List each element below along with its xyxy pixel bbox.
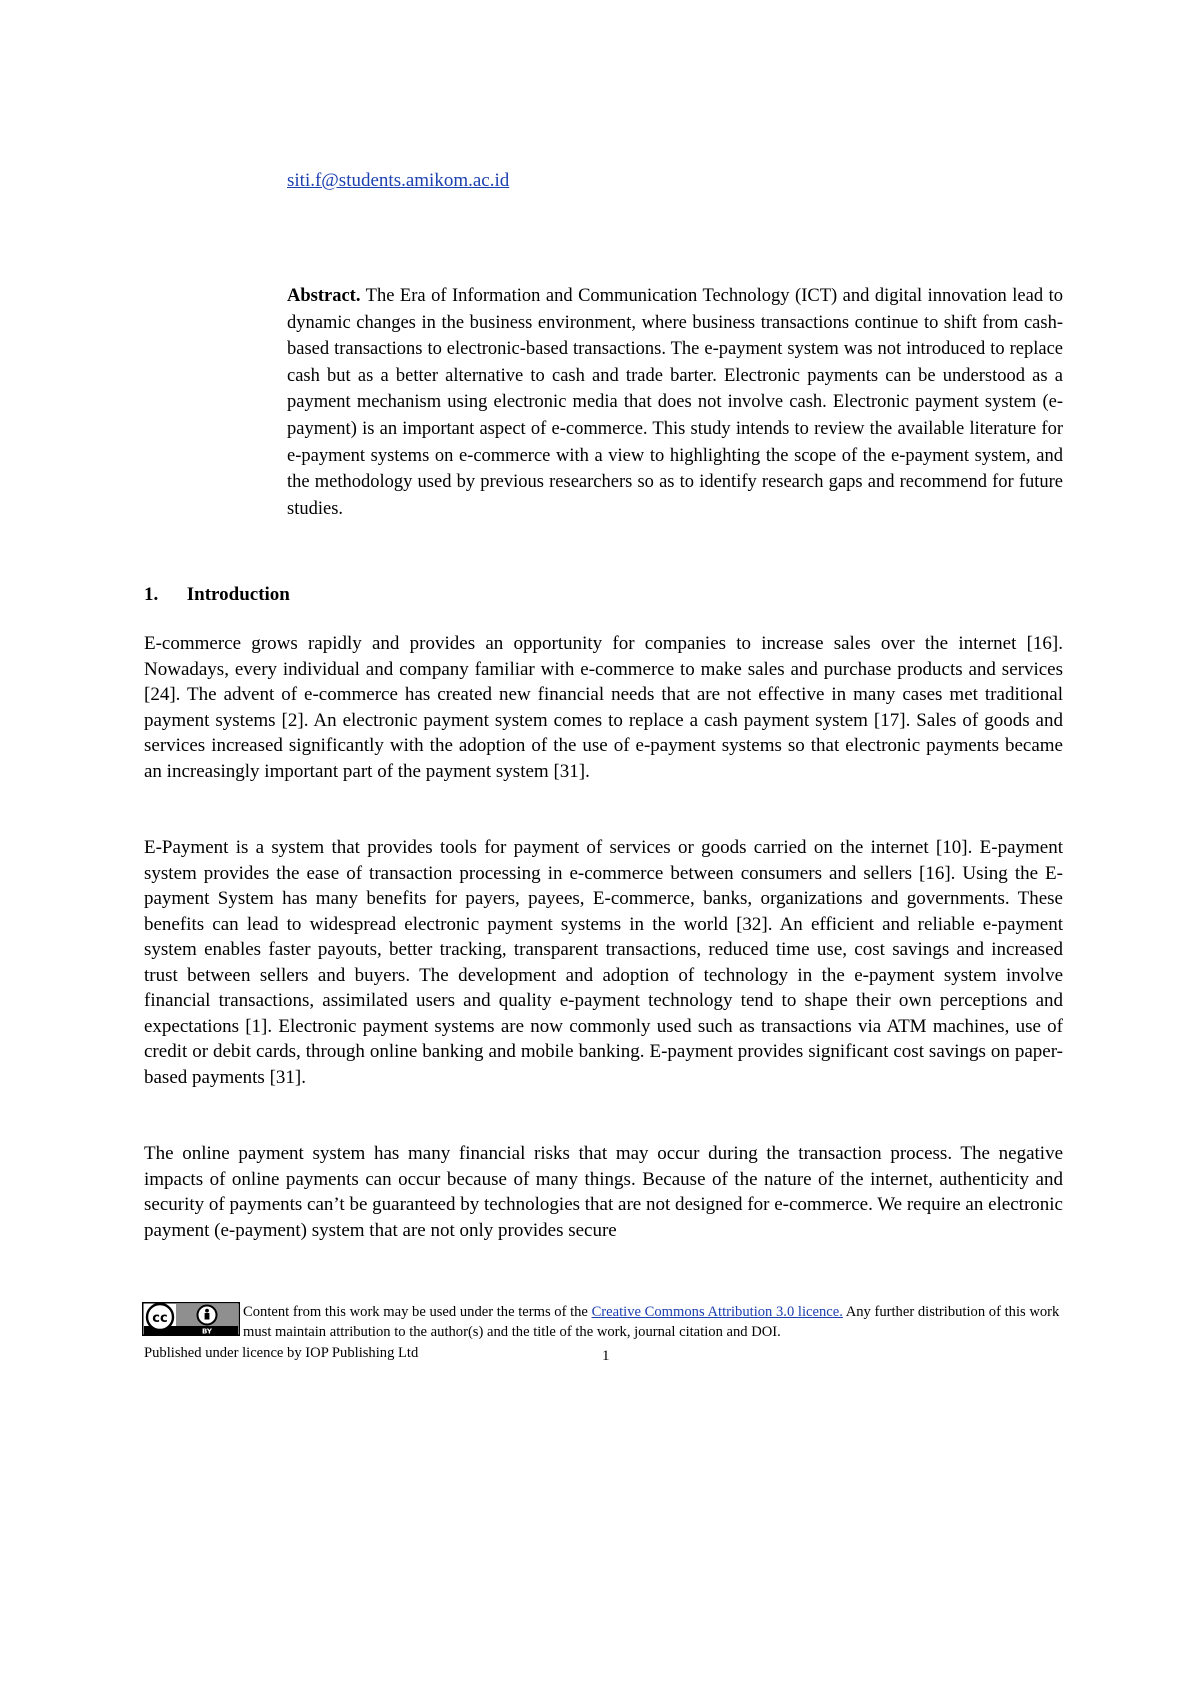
abstract-label: Abstract. bbox=[287, 286, 361, 306]
by-person-body bbox=[205, 1313, 210, 1320]
intro-paragraph-2: E-Payment is a system that provides tools for payment of services or goods carried on the internet [10]. E-payment system provides the ease of transaction processing in e-commerce between consumers and sellers [16]. Using the E-payment System has many benefits for payers, payees, E-commerce, banks, organizations and governments. These benefits can lead to widespread electronic payment systems in the world [32]. An efficient and reliable e-payment system enables faster payouts, better tracking, transparent transactions, reduced time use, cost savings and increased trust between sellers and buyers. The development and adoption of technology in the e-payment system involve financial transactions, assimilated users and quality e-payment technology tend to shape their own perceptions and expectations [1]. Electronic payment systems are now commonly used such as transactions via ATM machines, use of credit or debit cards, through online banking and mobile banking. E-payment provides significant cost savings on paper-based payments [31]. bbox=[144, 837, 1063, 1088]
publisher-line: Published under licence by IOP Publishing Ltd bbox=[144, 1345, 419, 1361]
license-notice bbox=[243, 1303, 1073, 1342]
license-prefix: Content from this work may be used under the terms of the bbox=[243, 1304, 592, 1320]
section-title: Introduction bbox=[186, 584, 290, 605]
cc-by-license-icon[interactable] bbox=[142, 1302, 240, 1336]
section-number: 1. bbox=[144, 584, 159, 605]
by-person-head bbox=[205, 1309, 209, 1313]
by-label: BY bbox=[201, 1327, 213, 1336]
cc-letters: cc bbox=[152, 1311, 168, 1326]
cc-licence-link[interactable]: Creative Commons Attribution 3.0 licence. bbox=[591, 1304, 843, 1320]
intro-paragraph-1: E-commerce grows rapidly and provides an opportunity for companies to increase sales over the internet [16]. Nowadays, every individual and company familiar with e-commerce to make sales and purchase products and services [24]. The advent of e-commerce has created new financial needs that are not effective in many cases met traditional payment systems [2]. An electronic payment system comes to replace a cash payment system [17]. Sales of goods and services increased significantly with the adoption of the use of e-payment systems so that electronic payments became an increasingly important part of the payment system [31]. bbox=[144, 633, 1063, 782]
section-heading-introduction bbox=[144, 582, 290, 608]
abstract-block bbox=[287, 283, 1063, 522]
author-email-link[interactable]: siti.f@students.amikom.ac.id bbox=[287, 170, 510, 191]
license-suffix: Any further distribution of this work must maintain attribution to the author(s) and the title of the work, journal citation and DOI. bbox=[243, 1304, 1060, 1340]
page-number: 1 bbox=[602, 1348, 610, 1364]
abstract-text: The Era of Information and Communication Technology (ICT) and digital innovation lead to dynamic changes in the business environment, where business transactions continue to shift from cash-based transactions to electronic-based transactions. The e-payment system was not introduced to replace cash but as a better alternative to cash and trade barter. Electronic payments can be understood as a payment mechanism using electronic media that does not involve cash. Electronic payment system (e-payment) is an important aspect of e-commerce. This study intends to review the available literature for e-payment systems on e-commerce with a view to highlighting the scope of the e-payment system, and the methodology used by previous researchers so as to identify research gaps and recommend for future studies. bbox=[287, 286, 1063, 519]
intro-paragraph-3: The online payment system has many financial risks that may occur during the transaction process. The negative impacts of online payments can occur because of many things. Because of the nature of the internet, authenticity and security of payments can’t be guaranteed by technologies that are not designed for e-commerce. We require an electronic payment (e-payment) system that are not only provides secure bbox=[144, 1143, 1063, 1241]
